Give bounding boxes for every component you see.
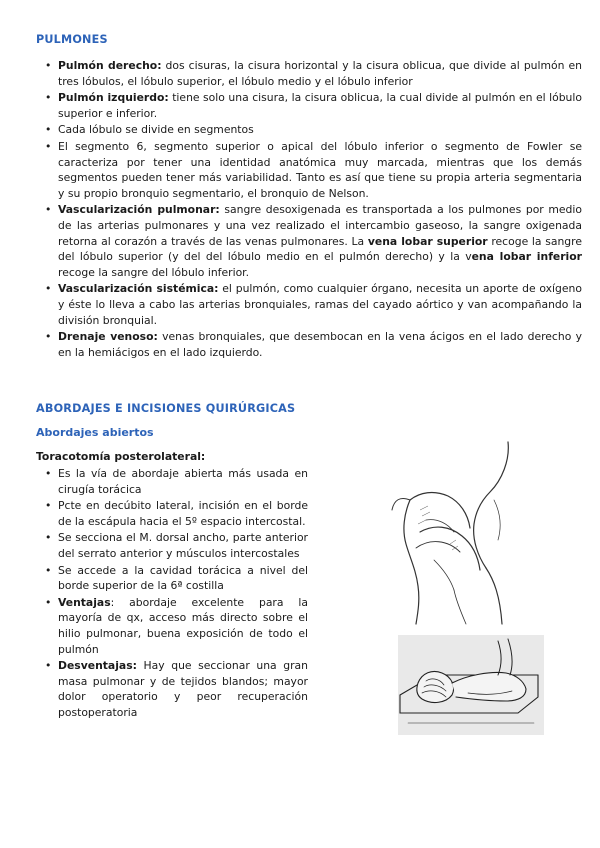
item-text: dos cisuras, la cisura horizontal y la cisura oblicua, que divide al pulmón en tres lóbulos, el lóbulo superior, el lóbulo medio y el lóbulo inferior — [58, 59, 582, 88]
list-item — [36, 90, 582, 121]
bold-term: Desventajas: — [58, 659, 137, 673]
list-item — [36, 498, 308, 529]
procedure-heading: Toracotomía posterolateral: — [36, 450, 206, 463]
section-title-pulmones: PULMONES — [36, 33, 108, 46]
item-text: Se accede a la cavidad torácica a nivel del borde superior de la 6ª costilla — [58, 563, 308, 593]
item-text: el pulmón, como cualquier órgano, necesita un aporte de oxígeno y éste lo lleva a cabo las arterias bronquiales, ramas del cayado aórtico y van acompañando la división bronquial. — [58, 282, 582, 327]
list-item — [36, 530, 308, 561]
bold-term: Ventajas — [58, 595, 111, 609]
list-item — [36, 466, 308, 497]
list-item — [36, 563, 308, 594]
item-text: : abordaje excelente para la mayoría de qx, acceso más directo sobre el hilio pulmonar, buena exposición de todo el pulmón — [58, 595, 308, 656]
bold-term: Pulmón derecho: — [58, 59, 162, 72]
item-text: El segmento 6, segmento superior o apical del lóbulo inferior o segmento de Fowler se caracteriza por tener una identidad anatómica muy marcada, mientras que los demás segmentos pueden tener más variabilidad. Tanto es así que tiene su propia arteria segmentaria y su propio bronquio segmentario, el bronquio de Nelson. — [58, 139, 582, 200]
bold-term: Pulmón izquierdo: — [58, 91, 169, 105]
toracotomia-list — [36, 466, 308, 722]
thoracotomy-incision-illustration — [390, 440, 542, 626]
list-item — [36, 139, 582, 201]
item-text: Se secciona el M. dorsal ancho, parte anterior del serrato anterior y músculos intercostales — [58, 531, 308, 560]
list-item — [36, 58, 582, 89]
bold-term: Vascularización sistémica: — [58, 282, 219, 296]
item-text: tiene solo una cisura, la cisura oblicua, la cual divide al pulmón en el lóbulo superior e inferior. — [58, 91, 582, 120]
item-text: Hay que seccionar una gran masa pulmonar y de tejidos blandos; mayor dolor operatorio y peor recuperación postoperatoria — [58, 659, 308, 719]
bold-term: ena lobar inferior — [471, 250, 582, 264]
item-text: recoge la sangre del lóbulo superior (y del del lóbulo medio en el pulmón derecho) y la v — [58, 234, 582, 264]
item-text: recoge la sangre del lóbulo inferior. — [58, 265, 250, 279]
list-item — [36, 281, 582, 328]
bold-term: vena lobar superior — [367, 234, 488, 248]
subsection-title: Abordajes abiertos — [36, 426, 154, 439]
item-text: venas bronquiales, que desembocan en la vena ácigos en el lado derecho y en la hemiácigos en el lado izquierdo. — [58, 330, 582, 359]
list-item — [36, 202, 582, 280]
pulmones-list — [36, 58, 582, 361]
item-text: Es la vía de abordaje abierta más usada en cirugía torácica — [58, 467, 308, 496]
list-item — [36, 329, 582, 360]
item-text: sangre desoxigenada es transportada a los pulmones por medio de las arterias pulmonares y una vez realizado el intercambio gaseoso, la sangre oxigenada retorna al corazón a través de las venas pulmonares. La — [58, 203, 582, 248]
item-text: Cada lóbulo se divide en segmentos — [58, 123, 254, 137]
lateral-decubitus-illustration — [398, 635, 544, 735]
bold-term: Vascularización pulmonar: — [58, 203, 220, 217]
list-item — [36, 595, 308, 657]
list-item — [36, 122, 582, 138]
section-title-abordajes: ABORDAJES E INCISIONES QUIRÚRGICAS — [36, 402, 296, 415]
item-text: Pcte en decúbito lateral, incisión en el borde de la escápula hacia el 5º espacio intercostal. — [58, 499, 308, 528]
bold-term: Drenaje venoso: — [58, 330, 158, 344]
list-item — [36, 658, 308, 720]
